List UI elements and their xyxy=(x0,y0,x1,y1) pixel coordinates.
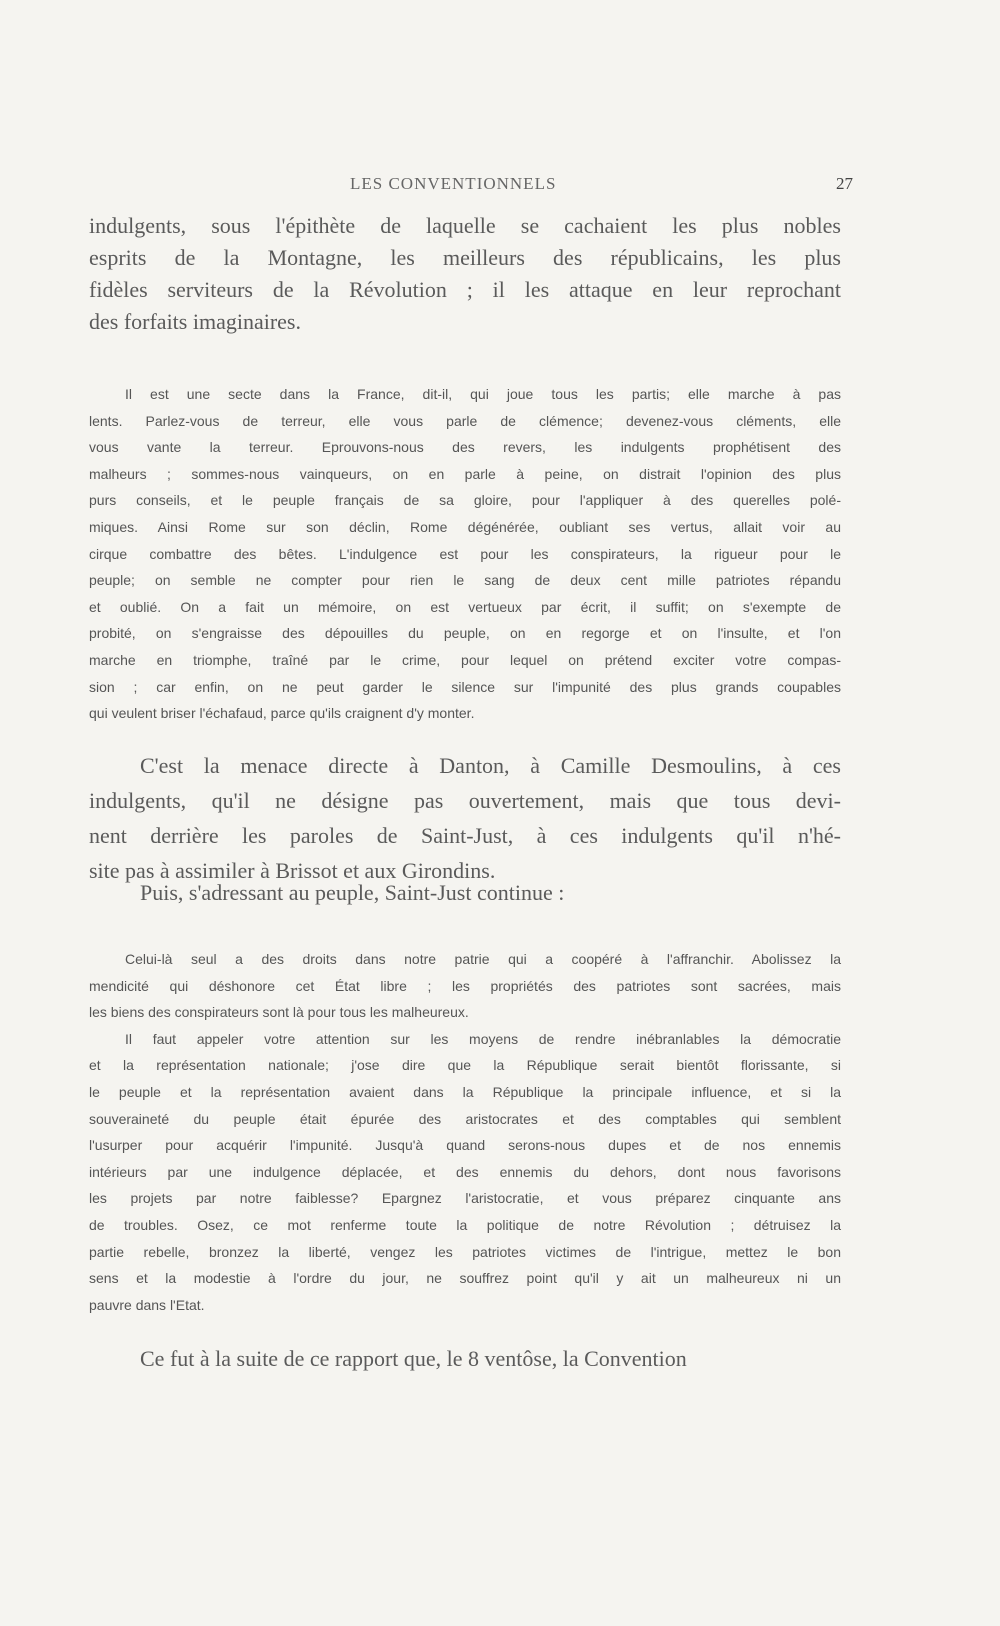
quote-line: purs conseils, et le peuple français de sa gloire, pour l'appliquer à des querelles polé- xyxy=(89,492,841,509)
quote-line: et oublié. On a fait un mémoire, on est vertueux par écrit, il suffit; on s'exempte de xyxy=(89,598,841,615)
body-paragraph-4 xyxy=(89,1343,841,1375)
quote-line: les biens des conspirateurs sont là pour tous les malheureux. xyxy=(89,1004,469,1021)
quote-line: l'usurper pour acquérir l'impunité. Jusqu'à quand serons-nous dupes et de nos ennemis xyxy=(89,1137,841,1154)
text-line: des forfaits imaginaires. xyxy=(89,309,301,334)
quote-line: sion ; car enfin, on ne peut garder le silence sur l'impunité des plus grands coupables xyxy=(89,678,841,695)
quote-line: marche en triomphe, traîné par le crime, pour lequel on prétend exciter votre compas- xyxy=(89,651,841,668)
body-paragraph-2 xyxy=(89,748,841,888)
body-paragraph-1 xyxy=(89,210,841,338)
quote-line: vous vante la terreur. Eprouvons-nous des revers, les indulgents prophétisent des xyxy=(89,439,841,456)
quotation-block-1 xyxy=(89,381,841,727)
quote-line: malheurs ; sommes-nous vainqueurs, on en parle à peine, on distrait l'opinion des plus xyxy=(89,465,841,482)
quote-line: de troubles. Osez, ce mot renferme toute la politique de notre Révolution ; détruisez la xyxy=(89,1216,841,1233)
text-line: site pas à assimiler à Brissot et aux Girondins. xyxy=(89,858,496,883)
running-head: LES CONVENTIONNELS xyxy=(350,174,557,193)
body-paragraph-3 xyxy=(89,877,841,909)
text-line: C'est la menace directe à Danton, à Camille Desmoulins, à ces xyxy=(140,753,841,778)
quote-line: cirque combattre des bêtes. L'indulgence est pour les conspirateurs, la rigueur pour le xyxy=(89,545,841,562)
quote-line: pauvre dans l'Etat. xyxy=(89,1296,205,1313)
text-line: esprits de la Montagne, les meilleurs des républicains, les plus xyxy=(89,245,841,270)
page-number: 27 xyxy=(836,174,853,193)
quote-line: lents. Parlez-vous de terreur, elle vous parle de clémence; devenez-vous cléments, elle xyxy=(89,412,841,429)
text-line: indulgents, sous l'épithète de laquelle se cachaient les plus nobles xyxy=(89,213,841,238)
quote-line: et la représentation nationale; j'ose dire que la République serait bientôt florissante, si xyxy=(89,1057,841,1074)
page-header xyxy=(0,174,1000,198)
text-line: nent derrière les paroles de Saint-Just, à ces indulgents qu'il n'hé- xyxy=(89,823,841,848)
quote-line: partie rebelle, bronzez la liberté, vengez les patriotes victimes de l'intrigue, mettez le bon xyxy=(89,1243,841,1260)
quote-line: souveraineté du peuple était épurée des aristocrates et des comptables qui semblent xyxy=(89,1110,841,1127)
quote-line: mendicité qui déshonore cet État libre ; les propriétés des patriotes sont sacrées, mais xyxy=(89,977,841,994)
quote-line: Celui-là seul a des droits dans notre patrie qui a coopéré à l'affranchir. Abolissez la xyxy=(125,951,841,967)
quote-line: Il faut appeler votre attention sur les moyens de rendre inébranlables la démocratie xyxy=(125,1030,841,1047)
quote-line: les projets par notre faiblesse? Epargnez l'aristocratie, et vous préparez cinquante ans xyxy=(89,1190,841,1207)
quote-line: probité, on s'engraisse des dépouilles du peuple, on en regorge et on l'insulte, et l'on xyxy=(89,625,841,642)
text-line: indulgents, qu'il ne désigne pas ouvertement, mais que tous devi- xyxy=(89,788,841,813)
quotation-block-2 xyxy=(89,946,841,1318)
text-line: fidèles serviteurs de la Révolution ; il les attaque en leur reprochant xyxy=(89,277,841,302)
quote-line: miques. Ainsi Rome sur son déclin, Rome dégénérée, oubliant ses vertus, allait voir au xyxy=(89,518,841,535)
quote-line: sens et la modestie à l'ordre du jour, ne souffrez point qu'il y ait un malheureux ni un xyxy=(89,1270,841,1287)
quote-line: Il est une secte dans la France, dit-il, qui joue tous les partis; elle marche à pas xyxy=(125,386,841,402)
quote-line: intérieurs par une indulgence déplacée, et des ennemis du dehors, dont nous favorisons xyxy=(89,1163,841,1180)
quote-line: peuple; on semble ne compter pour rien le sang de deux cent mille patriotes répandu xyxy=(89,572,841,589)
text-line: Puis, s'adressant au peuple, Saint-Just continue : xyxy=(140,880,565,905)
quote-line: le peuple et la représentation avaient dans la République la principale influence, et si la xyxy=(89,1083,841,1100)
quote-line: qui veulent briser l'échafaud, parce qu'ils craignent d'y monter. xyxy=(89,705,475,722)
text-line: Ce fut à la suite de ce rapport que, le 8 ventôse, la Convention xyxy=(140,1346,687,1371)
